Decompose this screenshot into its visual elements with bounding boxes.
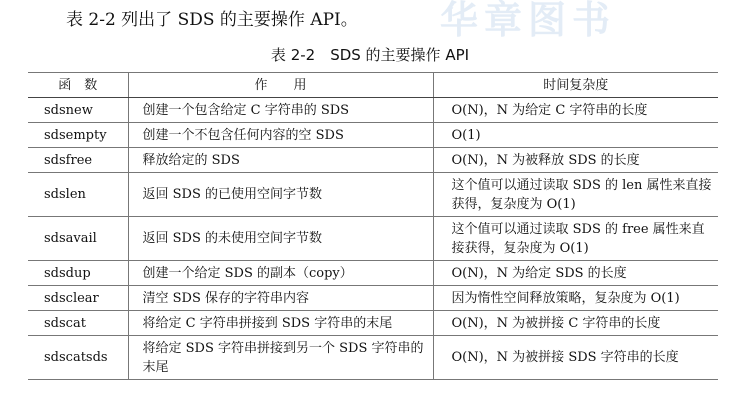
table-row [28, 98, 718, 123]
function-name: sdscat [28, 311, 128, 336]
header-complexity: 时间复杂度 [433, 73, 718, 98]
header-purpose: 作 用 [128, 73, 433, 98]
function-complexity: O(1) [433, 123, 718, 148]
table-row [28, 336, 718, 380]
function-complexity: O(N)，N 为被释放 SDS 的长度 [433, 148, 718, 173]
function-name: sdsnew [28, 98, 128, 123]
header-function: 函 数 [28, 73, 128, 98]
function-name: sdsfree [28, 148, 128, 173]
table-row [28, 217, 718, 261]
function-purpose: 创建一个包含给定 C 字符串的 SDS [128, 98, 433, 123]
function-complexity: O(N)，N 为给定 C 字符串的长度 [433, 98, 718, 123]
function-complexity: O(N)，N 为给定 SDS 的长度 [433, 261, 718, 286]
table-caption: 表 2-2 SDS 的主要操作 API [270, 46, 470, 64]
function-complexity: O(N)，N 为被拼接 C 字符串的长度 [433, 311, 718, 336]
function-purpose: 清空 SDS 保存的字符串内容 [128, 286, 433, 311]
function-name: sdsclear [28, 286, 128, 311]
function-name: sdslen [28, 173, 128, 217]
function-complexity: O(N)，N 为被拼接 SDS 字符串的长度 [433, 336, 718, 380]
function-purpose: 返回 SDS 的已使用空间字节数 [128, 173, 433, 217]
table-row [28, 261, 718, 286]
function-purpose: 创建一个不包含任何内容的空 SDS [128, 123, 433, 148]
function-purpose: 将给定 SDS 字符串拼接到另一个 SDS 字符串的末尾 [128, 336, 433, 380]
table-header-row [28, 73, 718, 98]
table-row [28, 148, 718, 173]
table-row [28, 173, 718, 217]
function-name: sdscatsds [28, 336, 128, 380]
function-name: sdsdup [28, 261, 128, 286]
function-purpose: 释放给定的 SDS [128, 148, 433, 173]
function-name: sdsempty [28, 123, 128, 148]
sds-api-table [28, 72, 718, 380]
table-row [28, 123, 718, 148]
table-row [28, 311, 718, 336]
table-row [28, 286, 718, 311]
function-purpose: 创建一个给定 SDS 的副本（copy） [128, 261, 433, 286]
function-purpose: 返回 SDS 的未使用空间字节数 [128, 217, 433, 261]
watermark-logo: 华章图书 [440, 0, 617, 42]
function-complexity: 这个值可以通过读取 SDS 的 free 属性来直接获得，复杂度为 O(1) [433, 217, 718, 261]
intro-text: 表 2-2 列出了 SDS 的主要操作 API。 [66, 10, 358, 30]
function-complexity: 这个值可以通过读取 SDS 的 len 属性来直接获得，复杂度为 O(1) [433, 173, 718, 217]
function-purpose: 将给定 C 字符串拼接到 SDS 字符串的末尾 [128, 311, 433, 336]
function-complexity: 因为惰性空间释放策略，复杂度为 O(1) [433, 286, 718, 311]
function-name: sdsavail [28, 217, 128, 261]
